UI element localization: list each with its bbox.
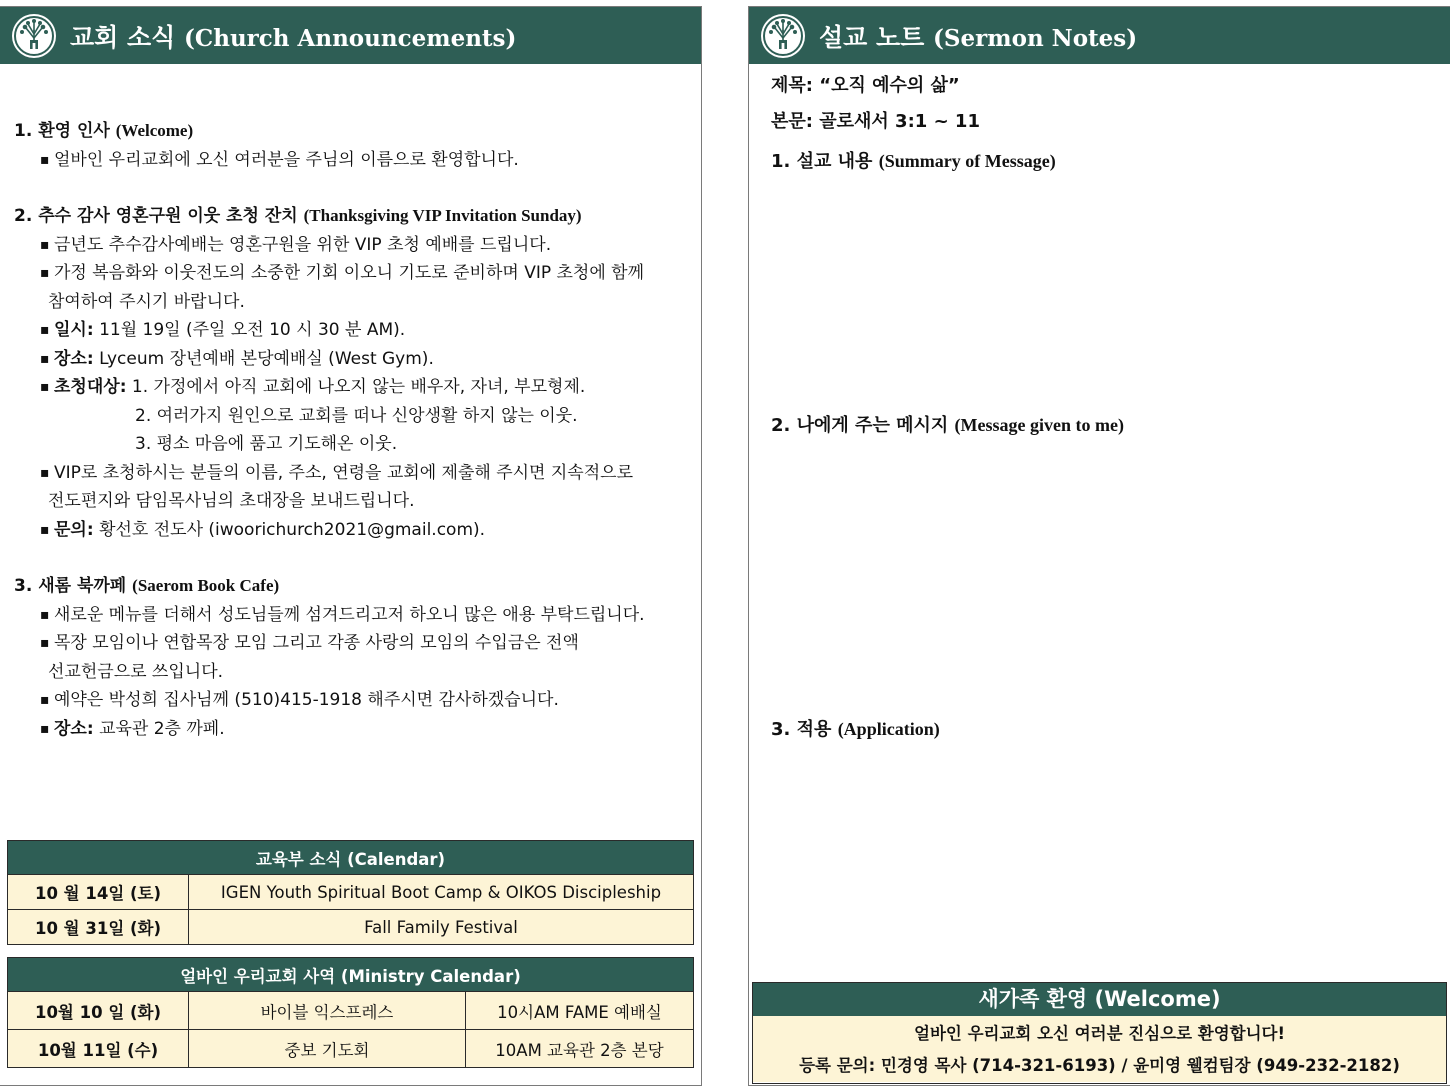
table-row <box>8 875 694 910</box>
church-logo-icon <box>761 14 805 58</box>
announcements-header <box>0 7 701 64</box>
message-heading: 2. 나에게 주는 메시지 (Message given to me) <box>771 415 1124 436</box>
ministry-date: 10월 10 일 (화) <box>8 992 189 1030</box>
sermon-notes-panel <box>748 6 1450 1086</box>
cafe-place: ▪ 장소: 교육관 2층 까페. <box>14 715 687 744</box>
thanksgiving-target-3: 3. 평소 마음에 품고 기도해온 이웃. <box>135 434 398 454</box>
sermon-header <box>749 7 1450 64</box>
ministry-calendar-title: 얼바인 우리교회 사역 (Ministry Calendar) <box>8 958 694 992</box>
summary-heading: 1. 설교 내용 (Summary of Message) <box>771 151 1056 172</box>
welcome-box-line-1: 얼바인 우리교회 오신 여러분 진심으로 환영합니다! <box>914 1024 1285 1043</box>
thanksgiving-section-title: 2. 추수 감사 영혼구원 이웃 초청 잔치 (Thanksgiving VIP Invitation Sunday) <box>14 206 582 226</box>
ministry-event: 바이블 익스프레스 <box>189 992 466 1030</box>
welcome-box-line-2: 등록 문의: 민경영 목사 (714-321-6193) / 윤미영 웰컴팀장 (949-232-2182) <box>799 1056 1400 1075</box>
thanksgiving-bullet-1: ▪ 금년도 추수감사예배는 영혼구원을 위한 VIP 초청 예배를 드립니다. <box>14 231 687 260</box>
thanksgiving-contact: ▪ 문의: 황선호 전도사 (iwoorichurch2021@gmail.com). <box>14 516 687 545</box>
ministry-date: 10월 11일 (수) <box>8 1030 189 1068</box>
cafe-section-title: 3. 새롬 북까페 (Saerom Book Cafe) <box>14 576 280 596</box>
sermon-scripture: 본문: 골로새서 3:1 ~ 11 <box>771 111 980 132</box>
calendar-event: Fall Family Festival <box>189 910 694 945</box>
welcome-section-title: 1. 환영 인사 (Welcome) <box>14 121 194 141</box>
welcome-text: ▪ 얼바인 우리교회에 오신 여러분을 주님의 이름으로 환영합니다. <box>14 146 687 175</box>
church-logo-icon <box>12 14 56 58</box>
new-family-welcome-box <box>752 982 1447 1084</box>
calendar-date: 10 월 14일 (토) <box>8 875 189 910</box>
thanksgiving-target-2: 2. 여러가지 원인으로 교회를 떠나 신앙생활 하지 않는 이웃. <box>135 405 578 426</box>
thanksgiving-date: ▪ 일시: 11월 19일 (주일 오전 10 시 30 분 AM). <box>14 316 687 345</box>
announcements-title: 교회 소식 (Church Announcements) <box>70 22 517 52</box>
welcome-box-body <box>753 1016 1446 1082</box>
ministry-location: 10AM 교육관 2층 본당 <box>466 1030 694 1068</box>
thanksgiving-bullet-2: ▪ 가정 복음화와 이웃전도의 소중한 기회 이오니 기도로 준비하며 VIP 초청에 함께 참여하여 주시기 바랍니다. <box>14 259 687 316</box>
ministry-location: 10시AM FAME 예배실 <box>466 992 694 1030</box>
application-heading: 3. 적용 (Application) <box>771 719 940 740</box>
sermon-title-header: 설교 노트 (Sermon Notes) <box>819 22 1138 52</box>
cafe-bullet-1: ▪ 새로운 메뉴를 더해서 성도님들께 섬겨드리고저 하오니 많은 애용 부탁드립니다. <box>14 601 687 630</box>
welcome-box-title: 새가족 환영 (Welcome) <box>753 983 1446 1016</box>
thanksgiving-place: ▪ 장소: Lyceum 장년예배 본당예배실 (West Gym). <box>14 345 687 374</box>
table-row <box>8 1030 694 1068</box>
thanksgiving-target: ▪ 초청대상: 1. 가정에서 아직 교회에 나오지 않는 배우자, 자녀, 부모형제. <box>14 373 687 402</box>
sermon-title: 제목: “오직 예수의 삶” <box>771 75 960 96</box>
calendar-table <box>7 840 694 945</box>
ministry-event: 중보 기도회 <box>189 1030 466 1068</box>
announcements-content <box>14 117 687 743</box>
calendar-event: IGEN Youth Spiritual Boot Camp & OIKOS Discipleship <box>189 875 694 910</box>
ministry-calendar-table <box>7 957 694 1068</box>
table-row <box>8 910 694 945</box>
announcements-panel <box>0 6 702 1086</box>
calendar-date: 10 월 31일 (화) <box>8 910 189 945</box>
cafe-bullet-3: ▪ 예약은 박성희 집사님께 (510)415-1918 해주시면 감사하겠습니다. <box>14 686 687 715</box>
cafe-bullet-2: ▪ 목장 모임이나 연합목장 모임 그리고 각종 사랑의 모임의 수입금은 전액 선교헌금으로 쓰입니다. <box>14 629 687 686</box>
table-row <box>8 992 694 1030</box>
calendar-title: 교육부 소식 (Calendar) <box>8 841 694 875</box>
thanksgiving-vip-note: ▪ VIP로 초청하시는 분들의 이름, 주소, 연령을 교회에 제출해 주시면 지속적으로 전도편지와 담임목사님의 초대장을 보내드립니다. <box>14 459 687 516</box>
